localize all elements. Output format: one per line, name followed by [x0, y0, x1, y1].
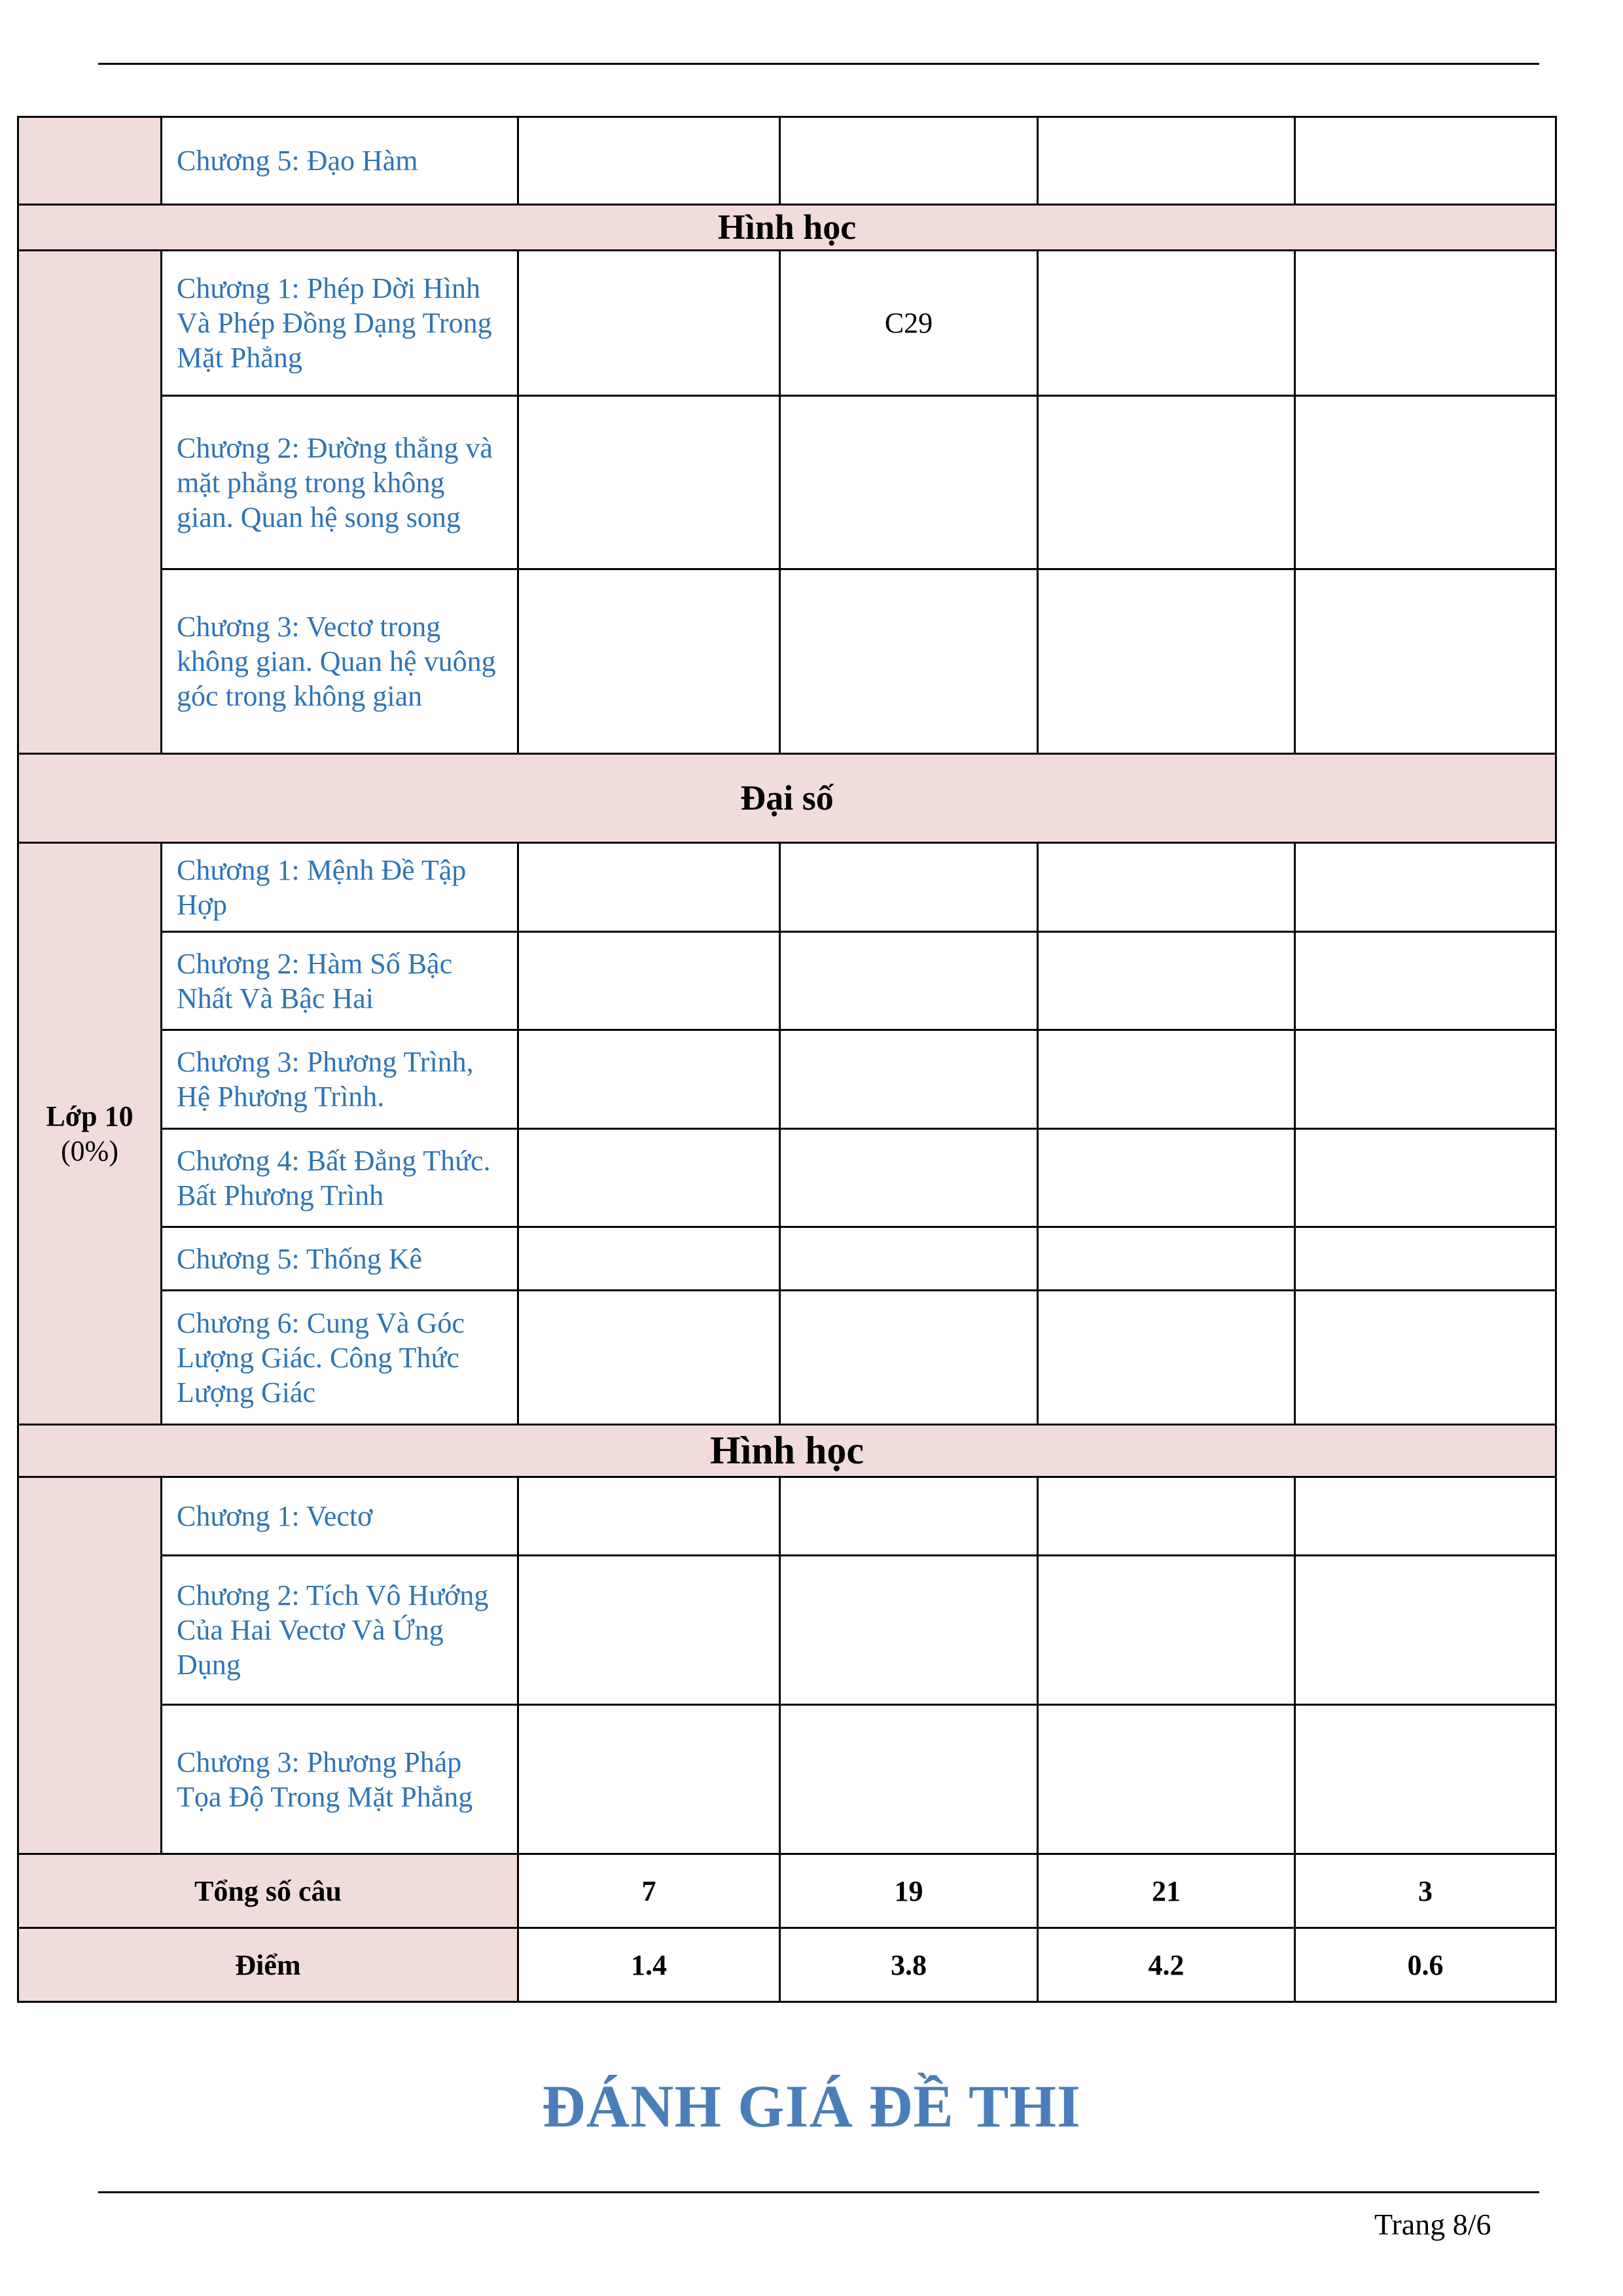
total-score-value: 4.2 — [1038, 1928, 1295, 2002]
level-cell — [1295, 251, 1556, 396]
chapter-cell: Chương 5: Đạo Hàm — [162, 117, 518, 205]
level-cell — [1038, 251, 1295, 396]
level-cell — [1038, 1030, 1295, 1129]
level-cell — [1038, 1556, 1295, 1705]
table-row — [18, 1477, 1556, 1556]
level-cell — [1295, 569, 1556, 754]
level-cell — [1295, 932, 1556, 1030]
level-cell — [518, 1477, 780, 1556]
total-count-value: 21 — [1038, 1854, 1295, 1928]
total-score-label: Điểm — [18, 1928, 518, 2002]
level-cell — [1295, 1129, 1556, 1227]
chapter-cell: Chương 3: Vectơ trong không gian. Quan hệ vuông góc trong không gian — [162, 569, 518, 754]
grade-cell-blank — [18, 117, 162, 205]
chapter-cell: Chương 5: Thống Kê — [162, 1227, 518, 1291]
grade-cell-blank — [18, 251, 162, 754]
level-cell — [518, 569, 780, 754]
level-cell — [1295, 1705, 1556, 1854]
section-row — [18, 754, 1556, 843]
level-cell — [1038, 396, 1295, 569]
chapter-cell: Chương 1: Mệnh Đề Tập Hợp — [162, 843, 518, 932]
level-cell — [518, 396, 780, 569]
level-cell — [780, 396, 1038, 569]
table-row — [18, 843, 1556, 932]
chapter-cell: Chương 2: Đường thẳng và mặt phẳng trong không gian. Quan hệ song song — [162, 396, 518, 569]
table-row — [18, 396, 1556, 569]
level-cell — [1295, 1556, 1556, 1705]
section-title-hinh-hoc-11: Hình học — [18, 205, 1556, 251]
total-count-value: 19 — [780, 1854, 1038, 1928]
level-cell — [780, 117, 1038, 205]
section-title-hinh-hoc-10: Hình học — [18, 1425, 1556, 1477]
grade-percent: (0%) — [61, 1135, 118, 1167]
table-row — [18, 1705, 1556, 1854]
total-score-value: 1.4 — [518, 1928, 780, 2002]
footer-rule — [98, 2191, 1539, 2193]
level-cell — [780, 843, 1038, 932]
level-cell — [518, 843, 780, 932]
total-count-value: 7 — [518, 1854, 780, 1928]
grade-cell-blank — [18, 1477, 162, 1854]
section-row — [18, 1425, 1556, 1477]
level-cell — [780, 1705, 1038, 1854]
total-count-value: 3 — [1295, 1854, 1556, 1928]
section-row — [18, 205, 1556, 251]
level-cell — [780, 569, 1038, 754]
grade-label: Lớp 10 — [46, 1100, 134, 1132]
question-cell: C29 — [780, 251, 1038, 396]
level-cell — [1038, 1477, 1295, 1556]
chapter-cell: Chương 2: Tích Vô Hướng Của Hai Vectơ Và Ứng Dụng — [162, 1556, 518, 1705]
level-cell — [1038, 843, 1295, 932]
page-number: Trang 8/6 — [1374, 2208, 1491, 2241]
table-row — [18, 932, 1556, 1030]
level-cell — [518, 1030, 780, 1129]
level-cell — [780, 1030, 1038, 1129]
total-count-label: Tổng số câu — [18, 1854, 518, 1928]
level-cell — [518, 117, 780, 205]
level-cell — [1295, 1227, 1556, 1291]
level-cell — [518, 1129, 780, 1227]
chapter-cell: Chương 3: Phương Trình, Hệ Phương Trình. — [162, 1030, 518, 1129]
table-row — [18, 1556, 1556, 1705]
level-cell — [780, 1556, 1038, 1705]
table-row — [18, 1291, 1556, 1425]
level-cell — [1038, 1291, 1295, 1425]
level-cell — [1295, 1477, 1556, 1556]
chapter-cell: Chương 4: Bất Đẳng Thức. Bất Phương Trình — [162, 1129, 518, 1227]
level-cell — [518, 1227, 780, 1291]
level-cell — [518, 1705, 780, 1854]
section-title-dai-so: Đại số — [18, 754, 1556, 843]
level-cell — [518, 251, 780, 396]
chapter-cell: Chương 3: Phương Pháp Tọa Độ Trong Mặt Phẳng — [162, 1705, 518, 1854]
total-score-value: 0.6 — [1295, 1928, 1556, 2002]
chapter-cell: Chương 6: Cung Và Góc Lượng Giác. Công Thức Lượng Giác — [162, 1291, 518, 1425]
level-cell — [1038, 932, 1295, 1030]
level-cell — [1038, 1227, 1295, 1291]
level-cell — [1038, 117, 1295, 205]
level-cell — [780, 1129, 1038, 1227]
total-score-value: 3.8 — [780, 1928, 1038, 2002]
evaluation-heading: ĐÁNH GIÁ ĐỀ THI — [542, 2073, 1081, 2140]
table-row — [18, 251, 1556, 396]
level-cell — [518, 1291, 780, 1425]
chapter-cell: Chương 1: Vectơ — [162, 1477, 518, 1556]
level-cell — [518, 932, 780, 1030]
total-score-row — [18, 1928, 1556, 2002]
exam-matrix-table — [17, 116, 1557, 2003]
total-count-row — [18, 1854, 1556, 1928]
level-cell — [780, 1477, 1038, 1556]
level-cell — [1295, 1030, 1556, 1129]
level-cell — [780, 1227, 1038, 1291]
chapter-cell: Chương 2: Hàm Số Bậc Nhất Và Bậc Hai — [162, 932, 518, 1030]
level-cell — [780, 1291, 1038, 1425]
level-cell — [1295, 117, 1556, 205]
level-cell — [1295, 1291, 1556, 1425]
grade-10-cell — [18, 843, 162, 1425]
table-row — [18, 117, 1556, 205]
table-row — [18, 1129, 1556, 1227]
level-cell — [1038, 1705, 1295, 1854]
chapter-cell: Chương 1: Phép Dời Hình Và Phép Đồng Dạng Trong Mặt Phẳng — [162, 251, 518, 396]
level-cell — [1038, 569, 1295, 754]
level-cell — [780, 932, 1038, 1030]
table-row — [18, 1030, 1556, 1129]
level-cell — [1038, 1129, 1295, 1227]
table-row — [18, 569, 1556, 754]
table-row — [18, 1227, 1556, 1291]
header-rule — [98, 63, 1539, 65]
level-cell — [518, 1556, 780, 1705]
level-cell — [1295, 396, 1556, 569]
level-cell — [1295, 843, 1556, 932]
